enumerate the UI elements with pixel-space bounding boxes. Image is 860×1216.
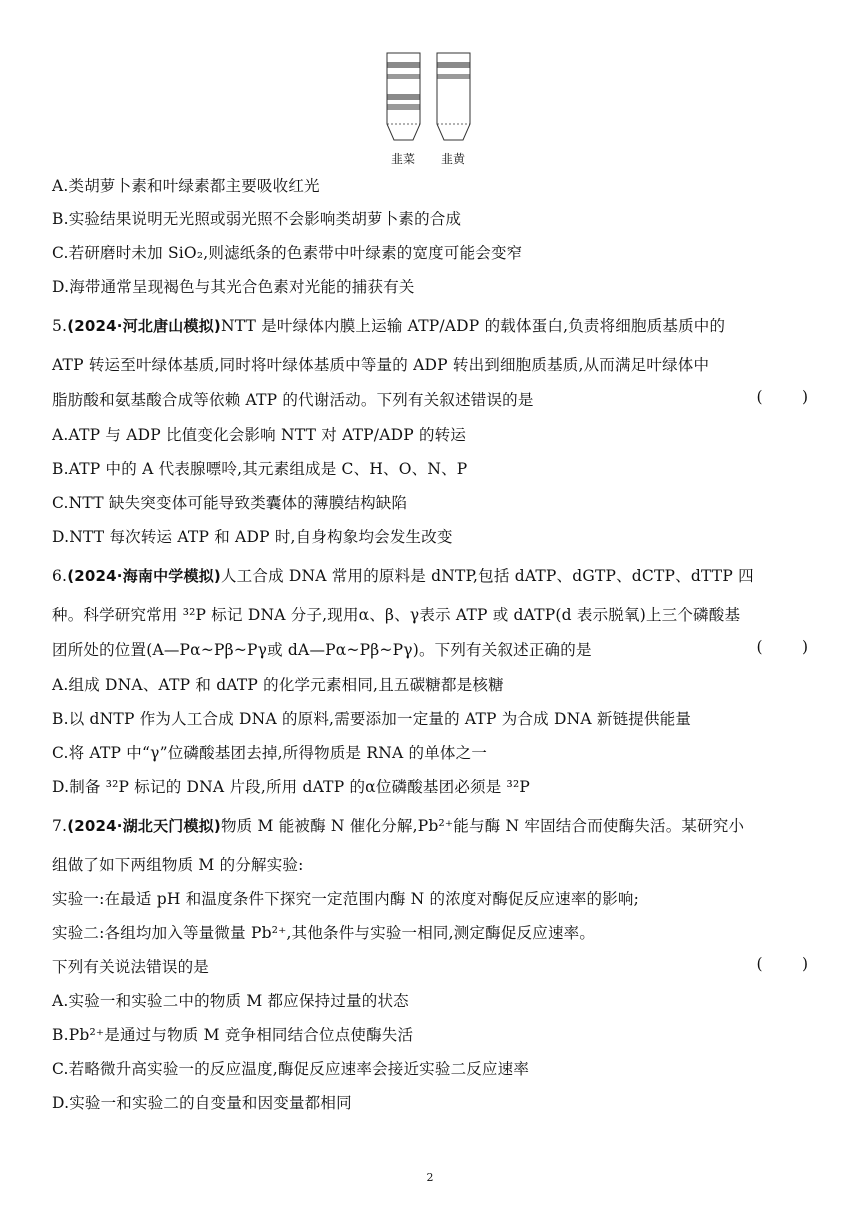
page-number: 2 — [426, 1171, 434, 1184]
q5-option-a: A.ATP 与 ADP 比值变化会影响 NTT 对 ATP/ADP 的转运 — [52, 426, 467, 444]
q4-option-b: B.实验结果说明无光照或弱光照不会影响类胡萝卜素的合成 — [52, 210, 462, 228]
q7-number: 7. — [52, 817, 68, 835]
q6-number: 6. — [52, 567, 68, 585]
q7-answer-bracket: ( ) — [756, 955, 808, 973]
q7-stem-line1 — [52, 814, 744, 836]
q7-option-a: A.实验一和实验二中的物质 M 都应保持过量的状态 — [52, 992, 409, 1010]
q4-option-a: A.类胡萝卜素和叶绿素都主要吸收红光 — [52, 177, 320, 195]
q6-source: (2024·海南中学模拟) — [67, 567, 221, 585]
q7-experiment-2: 实验二:各组均加入等量微量 Pb²⁺,其他条件与实验一相同,测定酶促反应速率。 — [52, 924, 596, 942]
q5-source: (2024·河北唐山模拟) — [67, 317, 221, 335]
q5-text-1: NTT 是叶绿体内膜上运输 ATP/ADP 的载体蛋白,负责将细胞质基质中的 — [220, 317, 726, 335]
q7-experiment-1: 实验一:在最适 pH 和温度条件下探究一定范围内酶 N 的浓度对酶促反应速率的影响; — [52, 890, 640, 908]
q4-option-c: C.若研磨时未加 SiO₂,则滤纸条的色素带中叶绿素的宽度可能会变窄 — [52, 244, 523, 262]
q6-stem-line2: 种。科学研究常用 ³²P 标记 DNA 分子,现用α、β、γ表示 ATP 或 dATP(d 表示脱氧)上三个磷酸基 — [52, 606, 741, 624]
q6-option-b: B.以 dNTP 作为人工合成 DNA 的原料,需要添加一定量的 ATP 为合成 DNA 新链提供能量 — [52, 710, 692, 728]
q7-option-d: D.实验一和实验二的自变量和因变量都相同 — [52, 1094, 352, 1112]
q7-stem-line2: 组做了如下两组物质 M 的分解实验: — [52, 856, 304, 874]
q4-option-d: D.海带通常呈现褐色与其光合色素对光能的捕获有关 — [52, 278, 415, 296]
q6-stem-line3: 团所处的位置(A—Pα~Pβ~Pγ或 dA—Pα~Pβ~Pγ)。下列有关叙述正确的是 — [52, 641, 592, 659]
q7-text-1: 物质 M 能被酶 N 催化分解,Pb²⁺能与酶 N 牢固结合而使酶失活。某研究小 — [220, 817, 745, 835]
chromatography-strips-diagram — [383, 52, 483, 148]
chromatography-figure — [383, 52, 483, 170]
q6-option-a: A.组成 DNA、ATP 和 dATP 的化学元素相同,且五碳糖都是核糖 — [52, 676, 504, 694]
q7-option-c: C.若略微升高实验一的反应温度,酶促反应速率会接近实验二反应速率 — [52, 1060, 530, 1078]
q5-stem-line2: ATP 转运至叶绿体基质,同时将叶绿体基质中等量的 ADP 转出到细胞质基质,从而满足叶绿体中 — [52, 356, 710, 374]
strip-chive — [387, 53, 420, 140]
q6-answer-bracket: ( ) — [756, 638, 808, 656]
q6-option-d: D.制备 ³²P 标记的 DNA 片段,所用 dATP 的α位磷酸基团必须是 ³²P — [52, 778, 531, 796]
q5-stem-line1 — [52, 314, 725, 336]
q5-option-d: D.NTT 每次转运 ATP 和 ADP 时,自身构象均会发生改变 — [52, 528, 453, 546]
q6-text-1: 人工合成 DNA 常用的原料是 dNTP,包括 dATP、dGTP、dCTP、dTTP 四 — [220, 567, 754, 585]
q5-number: 5. — [52, 317, 68, 335]
strip-yellow-chive — [437, 53, 470, 140]
strip-label-yellow-chive: 韭黄 — [441, 152, 466, 166]
q5-option-c: C.NTT 缺失突变体可能导致类囊体的薄膜结构缺陷 — [52, 494, 408, 512]
q7-source: (2024·湖北天门模拟) — [67, 817, 221, 835]
q6-stem-line1 — [52, 564, 754, 586]
q7-option-b: B.Pb²⁺是通过与物质 M 竞争相同结合位点使酶失活 — [52, 1026, 414, 1044]
strip-label-chive: 韭菜 — [391, 152, 416, 166]
q5-stem-line3: 脂肪酸和氨基酸合成等依赖 ATP 的代谢活动。下列有关叙述错误的是 — [52, 391, 534, 409]
q5-option-b: B.ATP 中的 A 代表腺嘌呤,其元素组成是 C、H、O、N、P — [52, 460, 468, 478]
q5-answer-bracket: ( ) — [756, 388, 808, 406]
q6-option-c: C.将 ATP 中“γ”位磷酸基团去掉,所得物质是 RNA 的单体之一 — [52, 744, 488, 762]
q7-prompt: 下列有关说法错误的是 — [52, 958, 210, 976]
